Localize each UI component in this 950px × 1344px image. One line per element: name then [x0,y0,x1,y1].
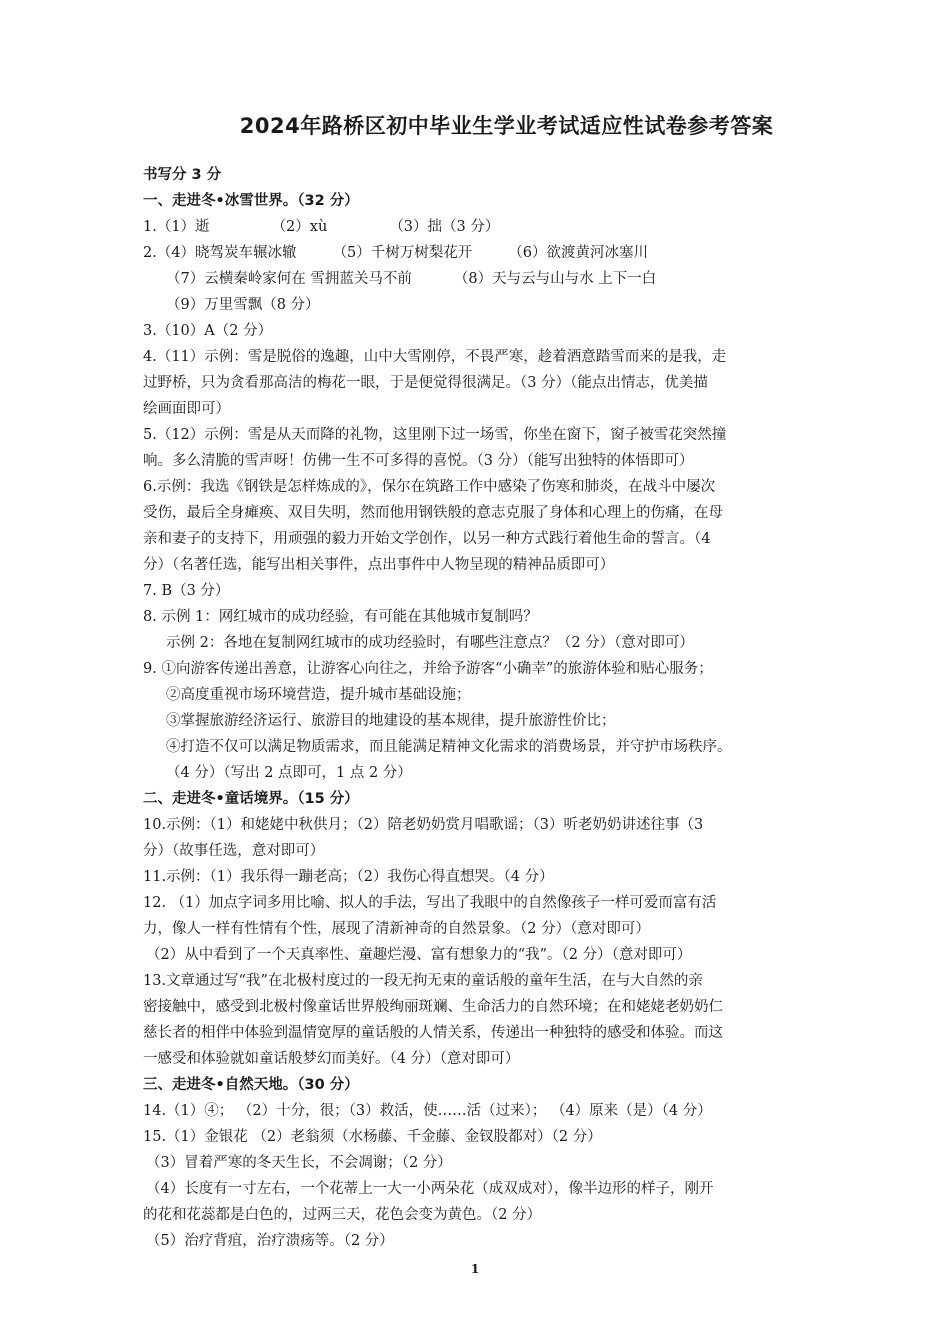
answer-line: 8. 示例 1：网红城市的成功经验，有可能在其他城市复制吗？ [143,609,538,625]
answer-line: 响。多么清脆的雪声呀！仿佛一生不可多得的喜悦。（3 分）（能写出独特的体悟即可） [143,453,694,469]
answer-line: 3.（10）A（2 分） [143,323,273,339]
answer-line: 分）（名著任选，能写出相关事件，点出事件中人物呈现的精神品质即可） [143,557,615,573]
section-3-heading: 三、走进冬•自然天地。（30 分） [143,1077,359,1093]
answer-line: （3）冒着严寒的冬天生长，不会凋谢；（2 分） [146,1155,452,1171]
answer-line: 15.（1）金银花 （2）老翁须（水杨藤、千金藤、金钗股都对）（2 分） [143,1129,602,1145]
section-2-heading: 二、走进冬•童话境界。（15 分） [143,791,359,807]
answer-line: 受伤，最后全身瘫痪、双目失明，然而他用钢铁般的意志克服了身体和心理上的伤痛，在母 [143,505,723,521]
answer-line: （9）万里雪飘（8 分） [166,297,320,313]
answer-line: 10.示例：（1）和姥姥中秋供月；（2）陪老奶奶赏月唱歌谣；（3）听老奶奶讲述往事（3 [143,817,704,833]
page-title: 2024年路桥区初中毕业生学业考试适应性试卷参考答案 [239,114,774,138]
answer-line: 亲和妻子的支持下，用顽强的毅力开始文学创作，以另一种方式践行着他生命的誓言。（4 [143,531,711,547]
answer-line: 13.文章通过写“我”在北极村度过的一段无拘无束的童话般的童年生活，在与大自然的亲 [143,973,703,989]
answer-line: 绘画面即可） [143,401,230,417]
answer-line: 6.示例：我选《钢铁是怎样炼成的》，保尔在筑路工作中感染了伤寒和肺炎，在战斗中屡次 [143,479,716,495]
answer-line: ②高度重视市场环境营造，提升城市基础设施； [166,687,471,703]
answer-line: （4）长度有一寸左右，一个花蒂上一大一小两朵花（成双成对），像半边形的样子，刚开 [146,1181,714,1197]
answer-line: 2.（4）晓驾炭车辗冰辙 （5）千树万树梨花开 （6）欲渡黄河冰塞川 [143,245,649,261]
answer-line: 慈长者的相伴中体验到温情宽厚的童话般的人情关系，传递出一种独特的感受和体验。而这 [143,1025,723,1041]
writing-score: 书写分 3 分 [143,167,222,183]
answer-line: 5.（12）示例：雪是从天而降的礼物，这里刚下过一场雪，你坐在窗下，窗子被雪花突然撞 [143,427,727,443]
answer-line: ④打造不仅可以满足物质需求，而且能满足精神文化需求的消费场景，并守护市场秩序。 [166,739,732,755]
answer-line: 的花和花蕊都是白色的，过两三天，花色会变为黄色。（2 分） [143,1207,542,1223]
answer-line: （5）治疗背疽，治疗溃疡等。（2 分） [146,1233,394,1249]
answer-line: 14.（1）④； （2）十分，很；（3）救活，使……活（过来）； （4）原来（是）（4 分） [143,1103,712,1119]
section-1-heading: 一、走进冬•冰雪世界。（32 分） [143,193,359,209]
answer-line: 4.（11）示例：雪是脱俗的逸趣，山中大雪刚停，不畏严寒，趁着酒意踏雪而来的是我，走 [143,349,727,365]
answer-line: 11.示例：（1）我乐得一蹦老高；（2）我伤心得直想哭。（4 分） [143,869,554,885]
answer-line: 分）（故事任选，意对即可） [143,843,325,859]
answer-line: 1.（1）逝 （2）xù （3）拙（3 分） [143,219,500,235]
answer-line: （4 分）（写出 2 点即可，1 点 2 分） [166,765,412,781]
answer-line: （7）云横秦岭家何在 雪拥蓝关马不前 （8）天与云与山与水 上下一白 [166,271,657,287]
answer-line: 密接触中，感受到北极村像童话世界般绚丽斑斓、生命活力的自然环境；在和姥姥老奶奶仁 [143,999,723,1015]
answer-line: ③掌握旅游经济运行、旅游目的地建设的基本规律，提升旅游性价比； [166,713,616,729]
answer-line: 9. ①向游客传递出善意，让游客心向往之，并给予游客“小确幸”的旅游体验和贴心服务； [143,661,713,677]
answer-line: 7. B（3 分） [143,583,230,599]
answer-line: 力，像人一样有性情有个性，展现了清新神奇的自然景象。（2 分）（意对即可） [143,921,650,937]
answer-line: 一感受和体验就如童话般梦幻而美好。（4 分）（意对即可） [143,1051,520,1067]
answer-line: 12. （1）加点字词多用比喻、拟人的手法，写出了我眼中的自然像孩子一样可爱而富有活 [143,895,717,911]
answer-line: 示例 2：各地在复制网红城市的成功经验时，有哪些注意点？（2 分）（意对即可） [166,635,694,651]
answer-line: （2）从中看到了一个天真率性、童趣烂漫、富有想象力的“我”。（2 分）（意对即可） [146,947,692,963]
page-number: 1 [470,1262,480,1276]
answer-line: 过野桥，只为贪看那高洁的梅花一眼，于是便觉得很满足。（3 分）（能点出情志，优美描 [143,375,708,391]
